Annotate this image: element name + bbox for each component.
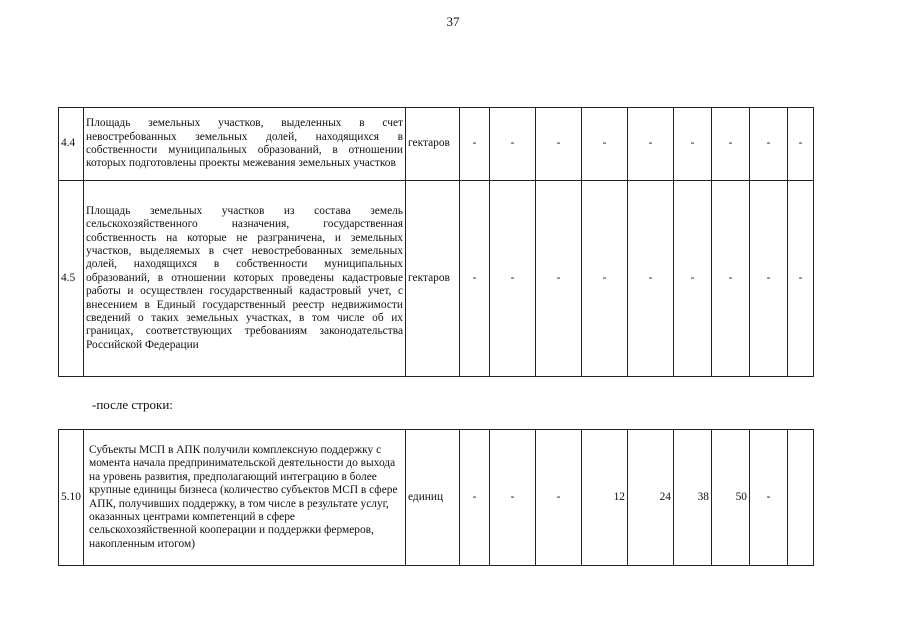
page-number: 37 <box>446 14 460 29</box>
value-cell: - <box>628 108 674 181</box>
value-cell: - <box>750 108 788 181</box>
value-cell: - <box>582 108 628 181</box>
value-cell: 12 <box>582 430 628 566</box>
value-cell: - <box>536 430 582 566</box>
value-cell: - <box>788 181 814 377</box>
value-cell: - <box>750 430 788 566</box>
table-row <box>59 108 814 181</box>
row-description: Площадь земельных участков, выделенных в счет невостребованных земельных долей, находящихся в собственности муниципальных образований, в отношении которых подготовлены проекты межевания земельных участков <box>84 108 406 181</box>
value-cell: - <box>490 181 536 377</box>
value-cell: - <box>536 181 582 377</box>
value-cell: - <box>712 181 750 377</box>
row-unit: гектаров <box>406 108 460 181</box>
value-cell: - <box>460 108 490 181</box>
row-number: 4.4 <box>59 108 84 181</box>
value-cell <box>788 430 814 566</box>
after-line-text: -после строки: <box>92 397 173 412</box>
value-cell: 50 <box>712 430 750 566</box>
value-cell: - <box>674 181 712 377</box>
value-cell: 38 <box>674 430 712 566</box>
row-unit: единиц <box>406 430 460 566</box>
value-cell: - <box>490 108 536 181</box>
value-cell: 24 <box>628 430 674 566</box>
row-number: 5.10 <box>59 430 84 566</box>
row-description: Площадь земельных участков из состава земель сельскохозяйственного назначения, государственная собственность на которые не разграничена, и земельных участков, выделяемых в счет невостребованных земельных долей, находящихся в собственности муниципальных образований, в отношении которых проведены кадастровые работы и осуществлен государственный кадастровый учет, с внесением в Единый государственный реестр недвижимости сведений о таких земельных участках, в том числе об их границах, соответствующих требованиям законодательства Российской Федерации <box>84 181 406 377</box>
value-cell: - <box>750 181 788 377</box>
value-cell: - <box>536 108 582 181</box>
value-cell: - <box>712 108 750 181</box>
table-indicators-top <box>58 107 814 377</box>
table-indicators-bottom <box>58 429 814 566</box>
row-number: 4.5 <box>59 181 84 377</box>
value-cell: - <box>460 181 490 377</box>
value-cell: - <box>788 108 814 181</box>
value-cell: - <box>582 181 628 377</box>
value-cell: - <box>460 430 490 566</box>
value-cell: - <box>674 108 712 181</box>
row-description: Субъекты МСП в АПК получили комплексную поддержку с момента начала предпринимательской деятельности до выхода на уровень развития, предполагающий интеграцию в более крупные единицы бизнеса (количество субъектов МСП в сфере АПК, получивших поддержку, в том числе в результате услуг, оказанных центрами компетенций в сфере сельскохозяйственной кооперации и поддержки фермеров, накопленным итогом) <box>84 430 406 566</box>
value-cell: - <box>490 430 536 566</box>
value-cell: - <box>628 181 674 377</box>
row-unit: гектаров <box>406 181 460 377</box>
table-row <box>59 430 814 566</box>
table-row <box>59 181 814 377</box>
